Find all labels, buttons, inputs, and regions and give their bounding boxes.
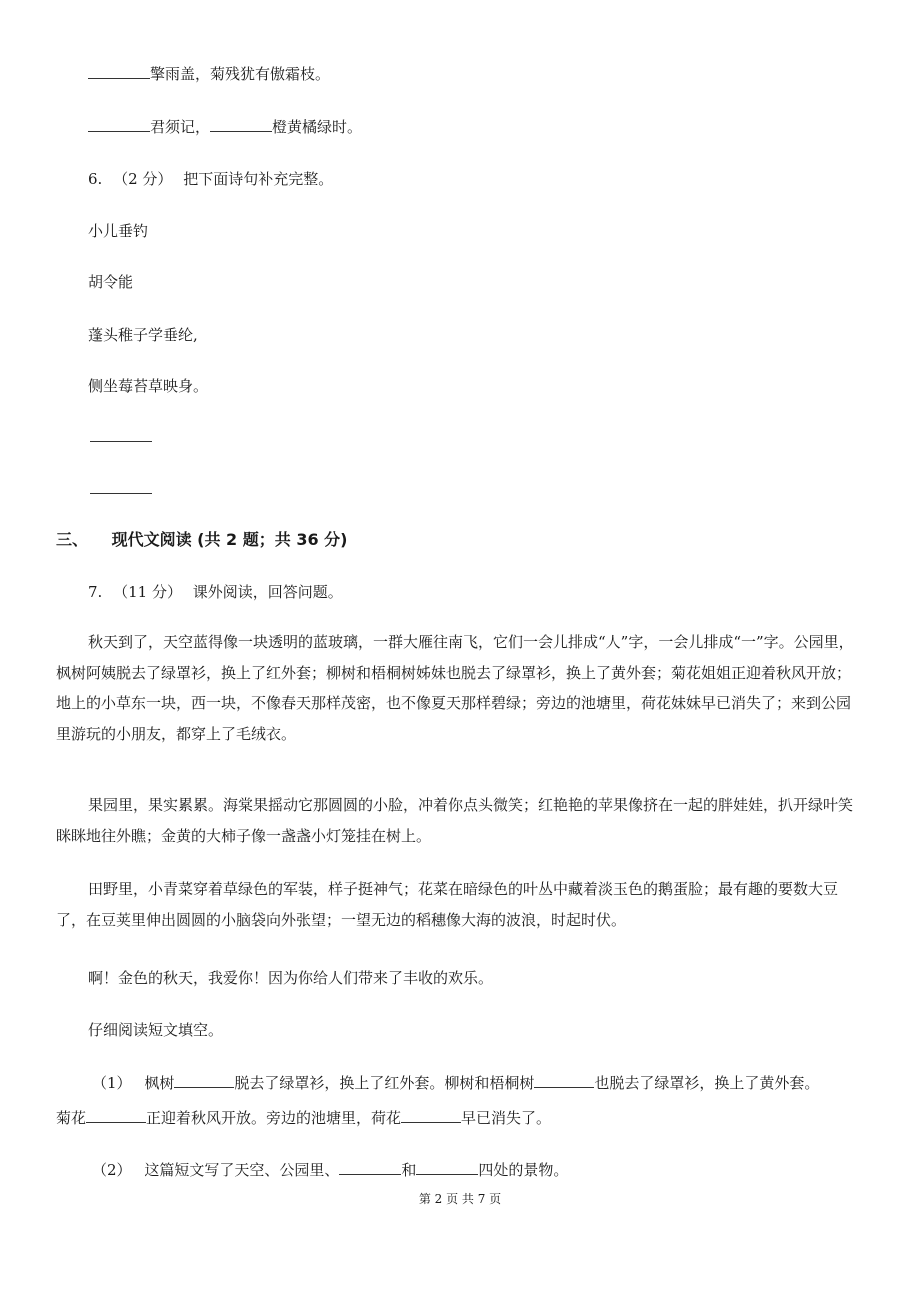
page-footer: 第 2 页 共 7 页	[418, 1192, 502, 1206]
answer-blank[interactable]	[88, 64, 150, 79]
answer-blank[interactable]	[88, 117, 150, 132]
poem-verse-1: 蓬头稚子学垂纶,	[88, 326, 198, 344]
question-score: （2 分）	[113, 170, 173, 188]
section-number: 三、	[56, 530, 89, 549]
poem-title: 小儿垂钓	[88, 222, 149, 240]
question-number: 7.	[88, 583, 103, 601]
sub-question-text: 和	[401, 1161, 417, 1179]
passage-paragraph-1: 秋天到了，天空蓝得像一块透明的蓝玻璃，一群大雁往南飞，它们一会儿排成“人”字，一会儿排成“一”字。公园里，枫树阿姨脱去了绿罩衫，换上了红外套；柳树和梧桐树姊妹也脱去了绿罩衫，换上了黄外套；菊花姐姐正迎着秋风开放；地上的小草东一块，西一块，不像春天那样茂密，也不像夏天那样碧绿；旁边的池塘里，荷花妹妹早已消失了；来到公园里游玩的小朋友，都穿上了毛绒衣。	[56, 633, 854, 743]
sub-question-text: 菊花	[56, 1109, 87, 1127]
passage-paragraph-2: 果园里，果实累累。海棠果摇动它那圆圆的小脸，冲着你点头微笑；红艳艳的苹果像挤在一起的胖娃娃，扒开绿叶笑眯眯地往外瞧；金黄的大柿子像一盏盏小灯笼挂在树上。	[56, 796, 854, 845]
sub-question-1	[92, 1073, 819, 1093]
sub-question-text: 这篇短文写了天空、公园里、	[144, 1161, 340, 1179]
question-7-header	[88, 582, 343, 602]
sub-question-text: 枫树	[144, 1074, 175, 1092]
answer-blank[interactable]	[401, 1108, 461, 1123]
sub-question-text: 正迎着秋风开放。旁边的池塘里，荷花	[146, 1109, 402, 1127]
poem-line-2-mid: 君须记，	[150, 118, 211, 136]
question-score: （11 分）	[113, 583, 182, 601]
passage-paragraph-3: 田野里，小青菜穿着草绿色的军装，样子挺神气；花菜在暗绿色的叶丛中藏着淡玉色的鹅蛋脸；最有趣的要数大豆了，在豆荚里伸出圆圆的小脑袋向外张望；一望无边的稻穗像大海的波浪，时起时伏。	[56, 880, 839, 929]
sub-question-label: （1）	[92, 1074, 132, 1092]
sub-question-text: 脱去了绿罩衫，换上了红外套。柳树和梧桐树	[234, 1074, 535, 1092]
answer-blank[interactable]	[416, 1160, 478, 1175]
instruction: 仔细阅读短文填空。	[88, 1021, 224, 1039]
passage-paragraph-4: 啊！金色的秋天，我爱你！因为你给人们带来了丰收的欢乐。	[88, 969, 494, 987]
section-title: 现代文阅读 (共 2 题；共 36 分)	[111, 530, 348, 549]
sub-question-2	[92, 1160, 568, 1180]
sub-question-label: （2）	[92, 1161, 132, 1179]
answer-blank[interactable]	[90, 493, 152, 494]
poem-line-1-text: 擎雨盖，菊残犹有傲霜枝。	[150, 65, 331, 83]
sub-question-text: 早已消失了。	[461, 1109, 552, 1127]
answer-blank[interactable]	[174, 1073, 234, 1088]
answer-blank[interactable]	[90, 441, 152, 442]
poem-line-2-end: 橙黄橘绿时。	[272, 118, 363, 136]
poem-line-1	[88, 64, 330, 84]
answer-blank[interactable]	[210, 117, 272, 132]
poem-verse-2: 侧坐莓苔草映身。	[88, 377, 209, 395]
question-number: 6.	[88, 170, 103, 188]
sub-question-text: 四处的景物。	[478, 1161, 569, 1179]
poem-line-2	[88, 117, 362, 137]
section-heading	[56, 530, 347, 550]
sub-question-1-cont	[56, 1108, 551, 1128]
answer-blank[interactable]	[339, 1160, 401, 1175]
answer-blank[interactable]	[86, 1108, 146, 1123]
question-prompt: 课外阅读，回答问题。	[192, 583, 343, 601]
question-6-header	[88, 169, 333, 189]
poem-author: 胡令能	[88, 273, 134, 291]
question-prompt: 把下面诗句补充完整。	[183, 170, 334, 188]
answer-blank[interactable]	[534, 1073, 594, 1088]
sub-question-text: 也脱去了绿罩衫，换上了黄外套。	[594, 1074, 820, 1092]
